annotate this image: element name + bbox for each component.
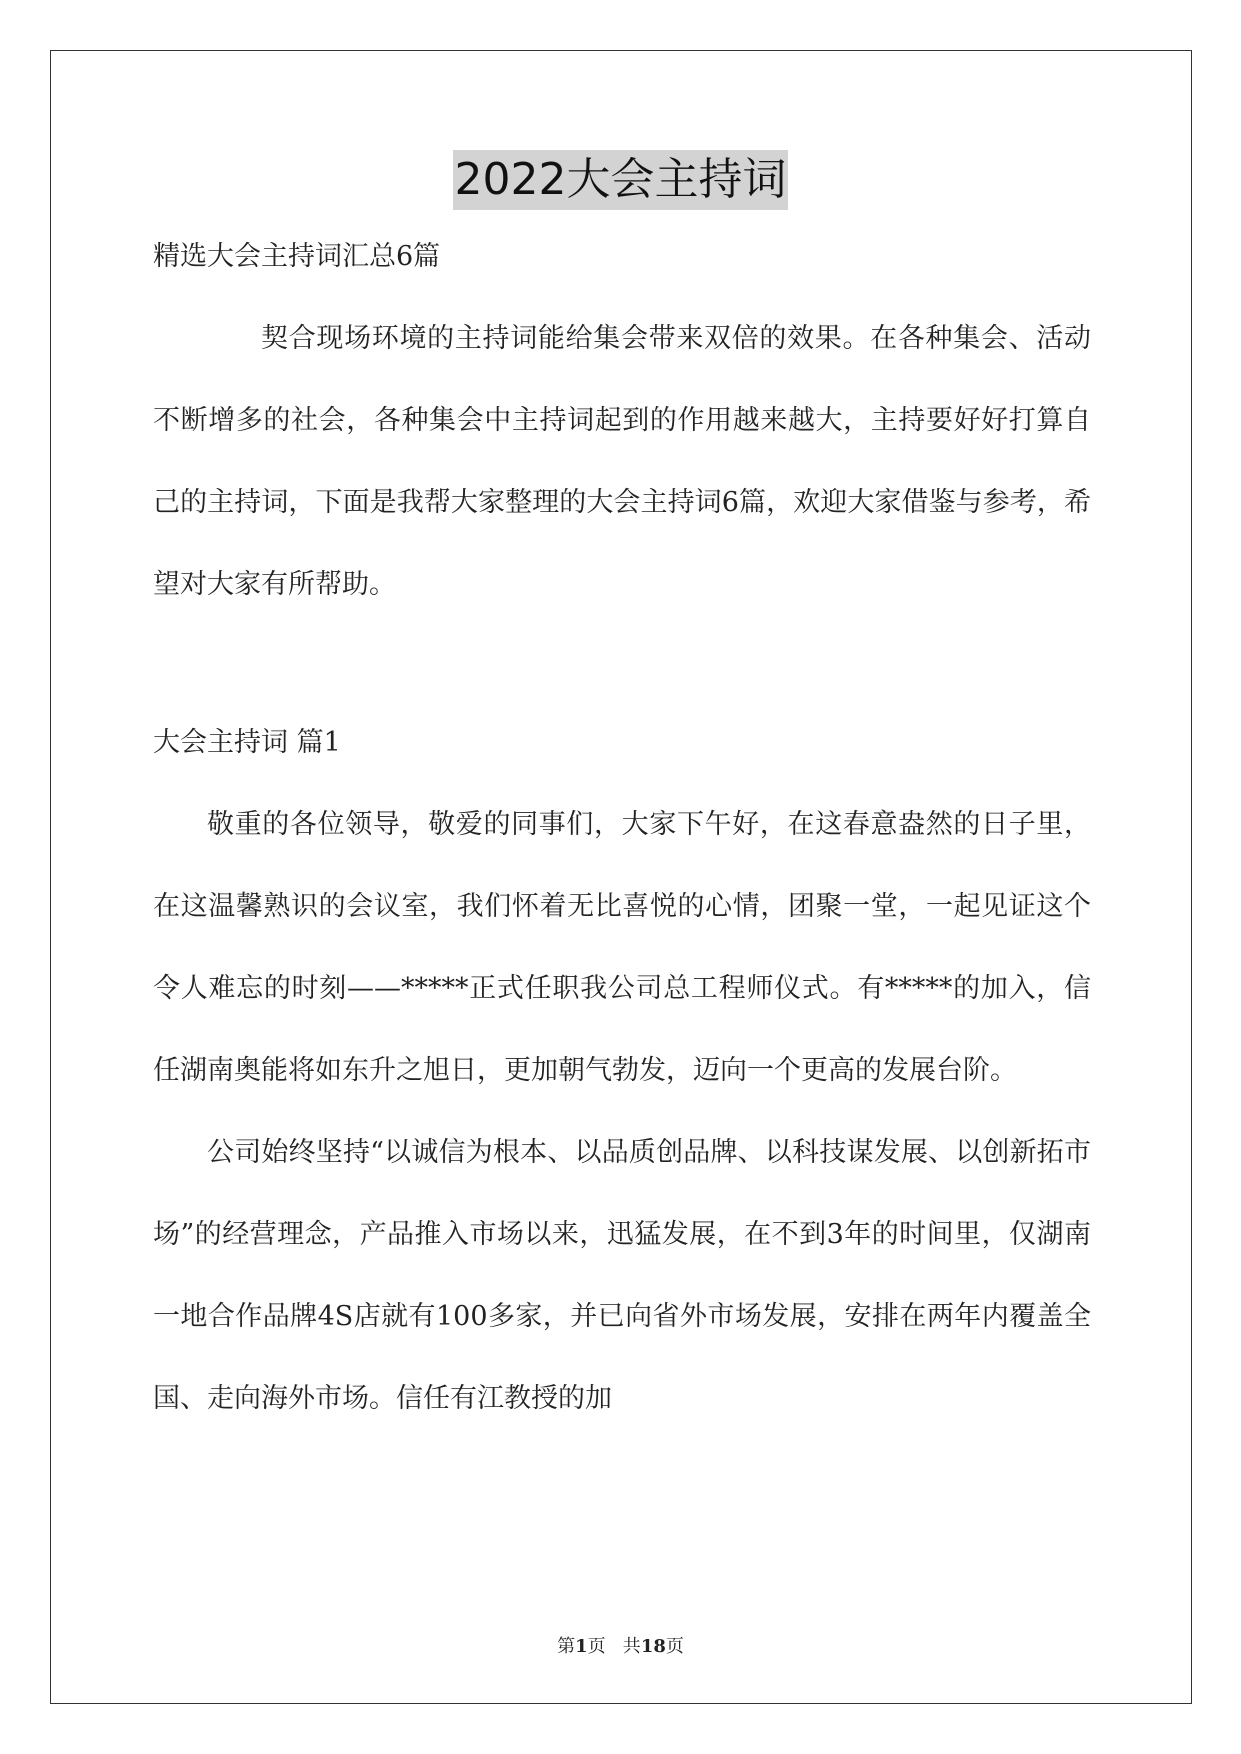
document-body <box>153 232 1091 1440</box>
body-paragraph-2: 公司始终坚持“以诚信为根本、以品质创品牌、以科技谋发展、以创新拓市场”的经营理念，产品推入市场以来，迅猛发展，在不到3年的时间里，仅湖南一地合作品牌4S店就有100多家，并已向省外市场发展，安排在两年内覆盖全国、走向海外市场。信任有江教授的加 <box>153 1137 1091 1414</box>
section-heading: 大会主持词 篇1 <box>153 727 341 758</box>
body-paragraph-1: 敬重的各位领导，敬爱的同事们，大家下午好，在这春意盎然的日子里，在这温馨熟识的会议室，我们怀着无比喜悦的心情，团聚一堂，一起见证这个令人难忘的时刻——*****正式任职我公司总工程师仪式。有*****的加入，信任湖南奥能将如东升之旭日，更加朝气勃发，迈向一个更高的发展台阶。 <box>153 809 1091 1086</box>
footer-page-number: 1 <box>575 1636 588 1657</box>
footer-suffix: 页 <box>665 1636 684 1657</box>
footer-middle: 页 共 <box>587 1636 641 1657</box>
document-subtitle: 精选大会主持词汇总6篇 <box>153 241 441 272</box>
footer-total-pages: 18 <box>640 1636 666 1657</box>
footer-prefix: 第 <box>557 1636 576 1657</box>
page-footer <box>0 1632 1241 1658</box>
intro-paragraph: 契合现场环境的主持词能给集会带来双倍的效果。在各种集会、活动不断增多的社会，各种集会中主持词起到的作用越来越大，主持要好好打算自己的主持词，下面是我帮大家整理的大会主持词6篇，欢迎大家借鉴与参考，希望对大家有所帮助。 <box>153 323 1091 600</box>
title-container <box>0 150 1241 210</box>
document-title: 2022大会主持词 <box>453 150 789 210</box>
